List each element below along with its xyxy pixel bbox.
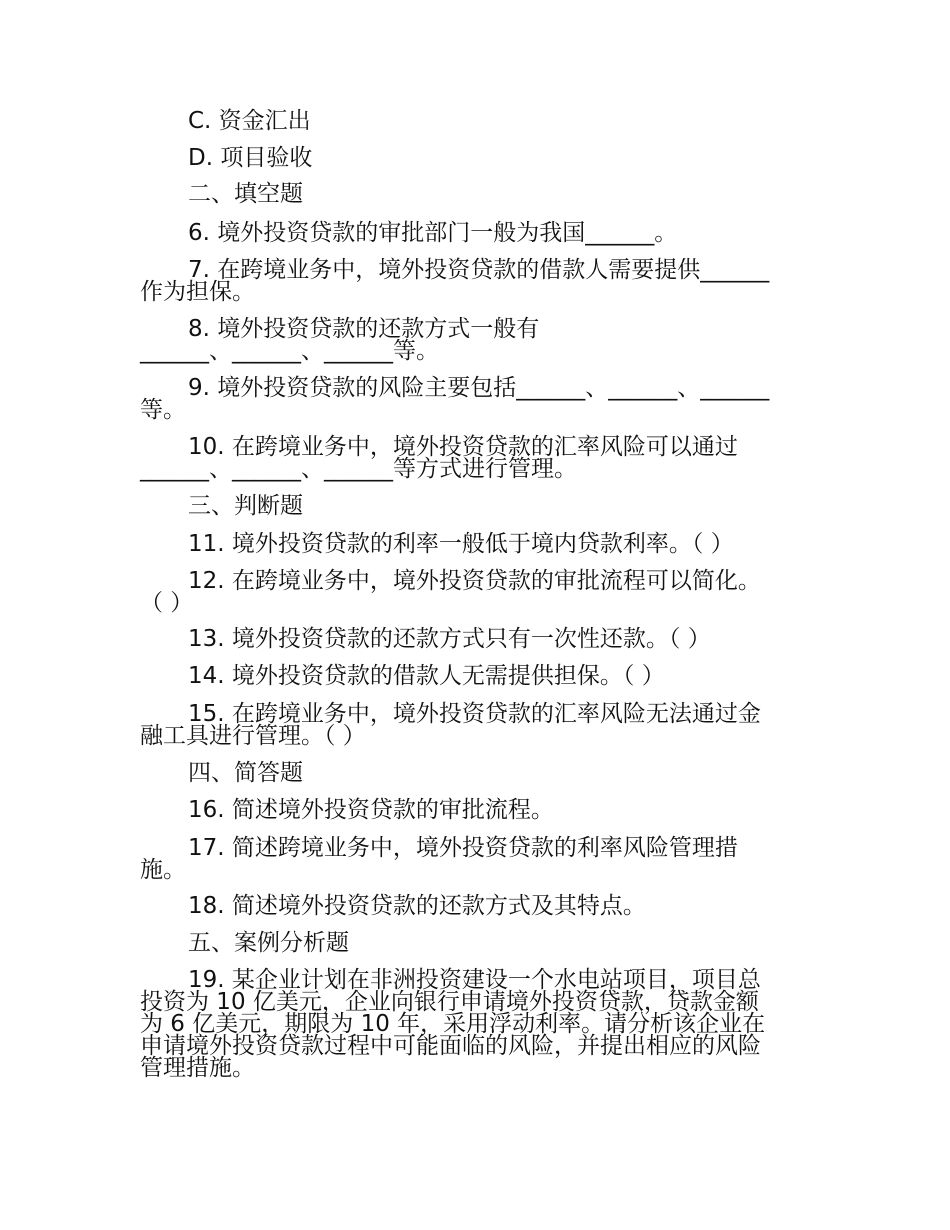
question-line: 17. 简述跨境业务中，境外投资贷款的利率风险管理措 bbox=[188, 835, 738, 861]
question-line: 12. 在跨境业务中，境外投资贷款的审批流程可以简化。 bbox=[188, 568, 761, 594]
question-line: 16. 简述境外投资贷款的审批流程。 bbox=[188, 797, 554, 823]
question-9 bbox=[140, 377, 812, 421]
question-14 bbox=[140, 665, 812, 688]
question-line: 管理措施。 bbox=[140, 1055, 255, 1081]
question-12 bbox=[140, 570, 812, 614]
question-11 bbox=[140, 533, 812, 556]
question-6 bbox=[140, 222, 812, 245]
option-d bbox=[140, 147, 812, 170]
section-heading: 五、案例分析题 bbox=[188, 930, 349, 956]
section-heading: 三、判断题 bbox=[188, 493, 303, 519]
question-18 bbox=[140, 895, 812, 918]
question-line: 7. 在跨境业务中，境外投资贷款的借款人需要提供______ bbox=[188, 257, 770, 283]
question-19 bbox=[140, 969, 812, 1079]
question-line: 10. 在跨境业务中，境外投资贷款的汇率风险可以通过 bbox=[188, 434, 738, 460]
section-heading-case-analysis bbox=[140, 932, 812, 955]
question-line: 9. 境外投资贷款的风险主要包括______、______、______ bbox=[188, 375, 770, 401]
question-16 bbox=[140, 799, 812, 822]
question-15 bbox=[140, 703, 812, 747]
question-7 bbox=[140, 259, 812, 303]
question-line: 18. 简述境外投资贷款的还款方式及其特点。 bbox=[188, 893, 646, 919]
question-line: 14. 境外投资贷款的借款人无需提供担保。（ ） bbox=[188, 663, 665, 689]
question-line: ______、______、______等方式进行管理。 bbox=[140, 456, 577, 482]
question-line: 申请境外投资贷款过程中可能面临的风险，并提出相应的风险 bbox=[140, 1033, 761, 1059]
section-heading-short-answer bbox=[140, 762, 812, 785]
section-heading-true-false bbox=[140, 495, 812, 518]
section-heading-fill-blank bbox=[140, 183, 812, 206]
question-line: 施。 bbox=[140, 857, 186, 883]
question-line: 投资为 10 亿美元，企业向银行申请境外投资贷款，贷款金额 bbox=[140, 989, 759, 1015]
question-8 bbox=[140, 318, 812, 362]
question-line: 6. 境外投资贷款的审批部门一般为我国______。 bbox=[188, 220, 678, 246]
question-line: ______、______、______等。 bbox=[140, 338, 439, 364]
section-heading: 四、简答题 bbox=[188, 760, 303, 786]
question-line: 等。 bbox=[140, 397, 186, 423]
question-line: 为 6 亿美元，期限为 10 年，采用浮动利率。请分析该企业在 bbox=[140, 1011, 766, 1037]
question-line: 11. 境外投资贷款的利率一般低于境内贷款利率。（ ） bbox=[188, 531, 734, 557]
question-10 bbox=[140, 436, 812, 480]
section-heading: 二、填空题 bbox=[188, 181, 303, 207]
question-17 bbox=[140, 837, 812, 881]
question-line: （ ） bbox=[140, 590, 194, 616]
question-line: 15. 在跨境业务中，境外投资贷款的汇率风险无法通过金 bbox=[188, 701, 761, 727]
question-line: 8. 境外投资贷款的还款方式一般有 bbox=[188, 316, 540, 342]
option-text: C. 资金汇出 bbox=[188, 108, 311, 134]
question-line: 作为担保。 bbox=[140, 279, 255, 305]
question-line: 融工具进行管理。（ ） bbox=[140, 723, 366, 749]
question-13 bbox=[140, 628, 812, 651]
question-line: 19. 某企业计划在非洲投资建设一个水电站项目，项目总 bbox=[188, 967, 761, 993]
question-line: 13. 境外投资贷款的还款方式只有一次性还款。（ ） bbox=[188, 626, 711, 652]
option-c bbox=[140, 110, 812, 133]
option-text: D. 项目验收 bbox=[188, 145, 313, 171]
